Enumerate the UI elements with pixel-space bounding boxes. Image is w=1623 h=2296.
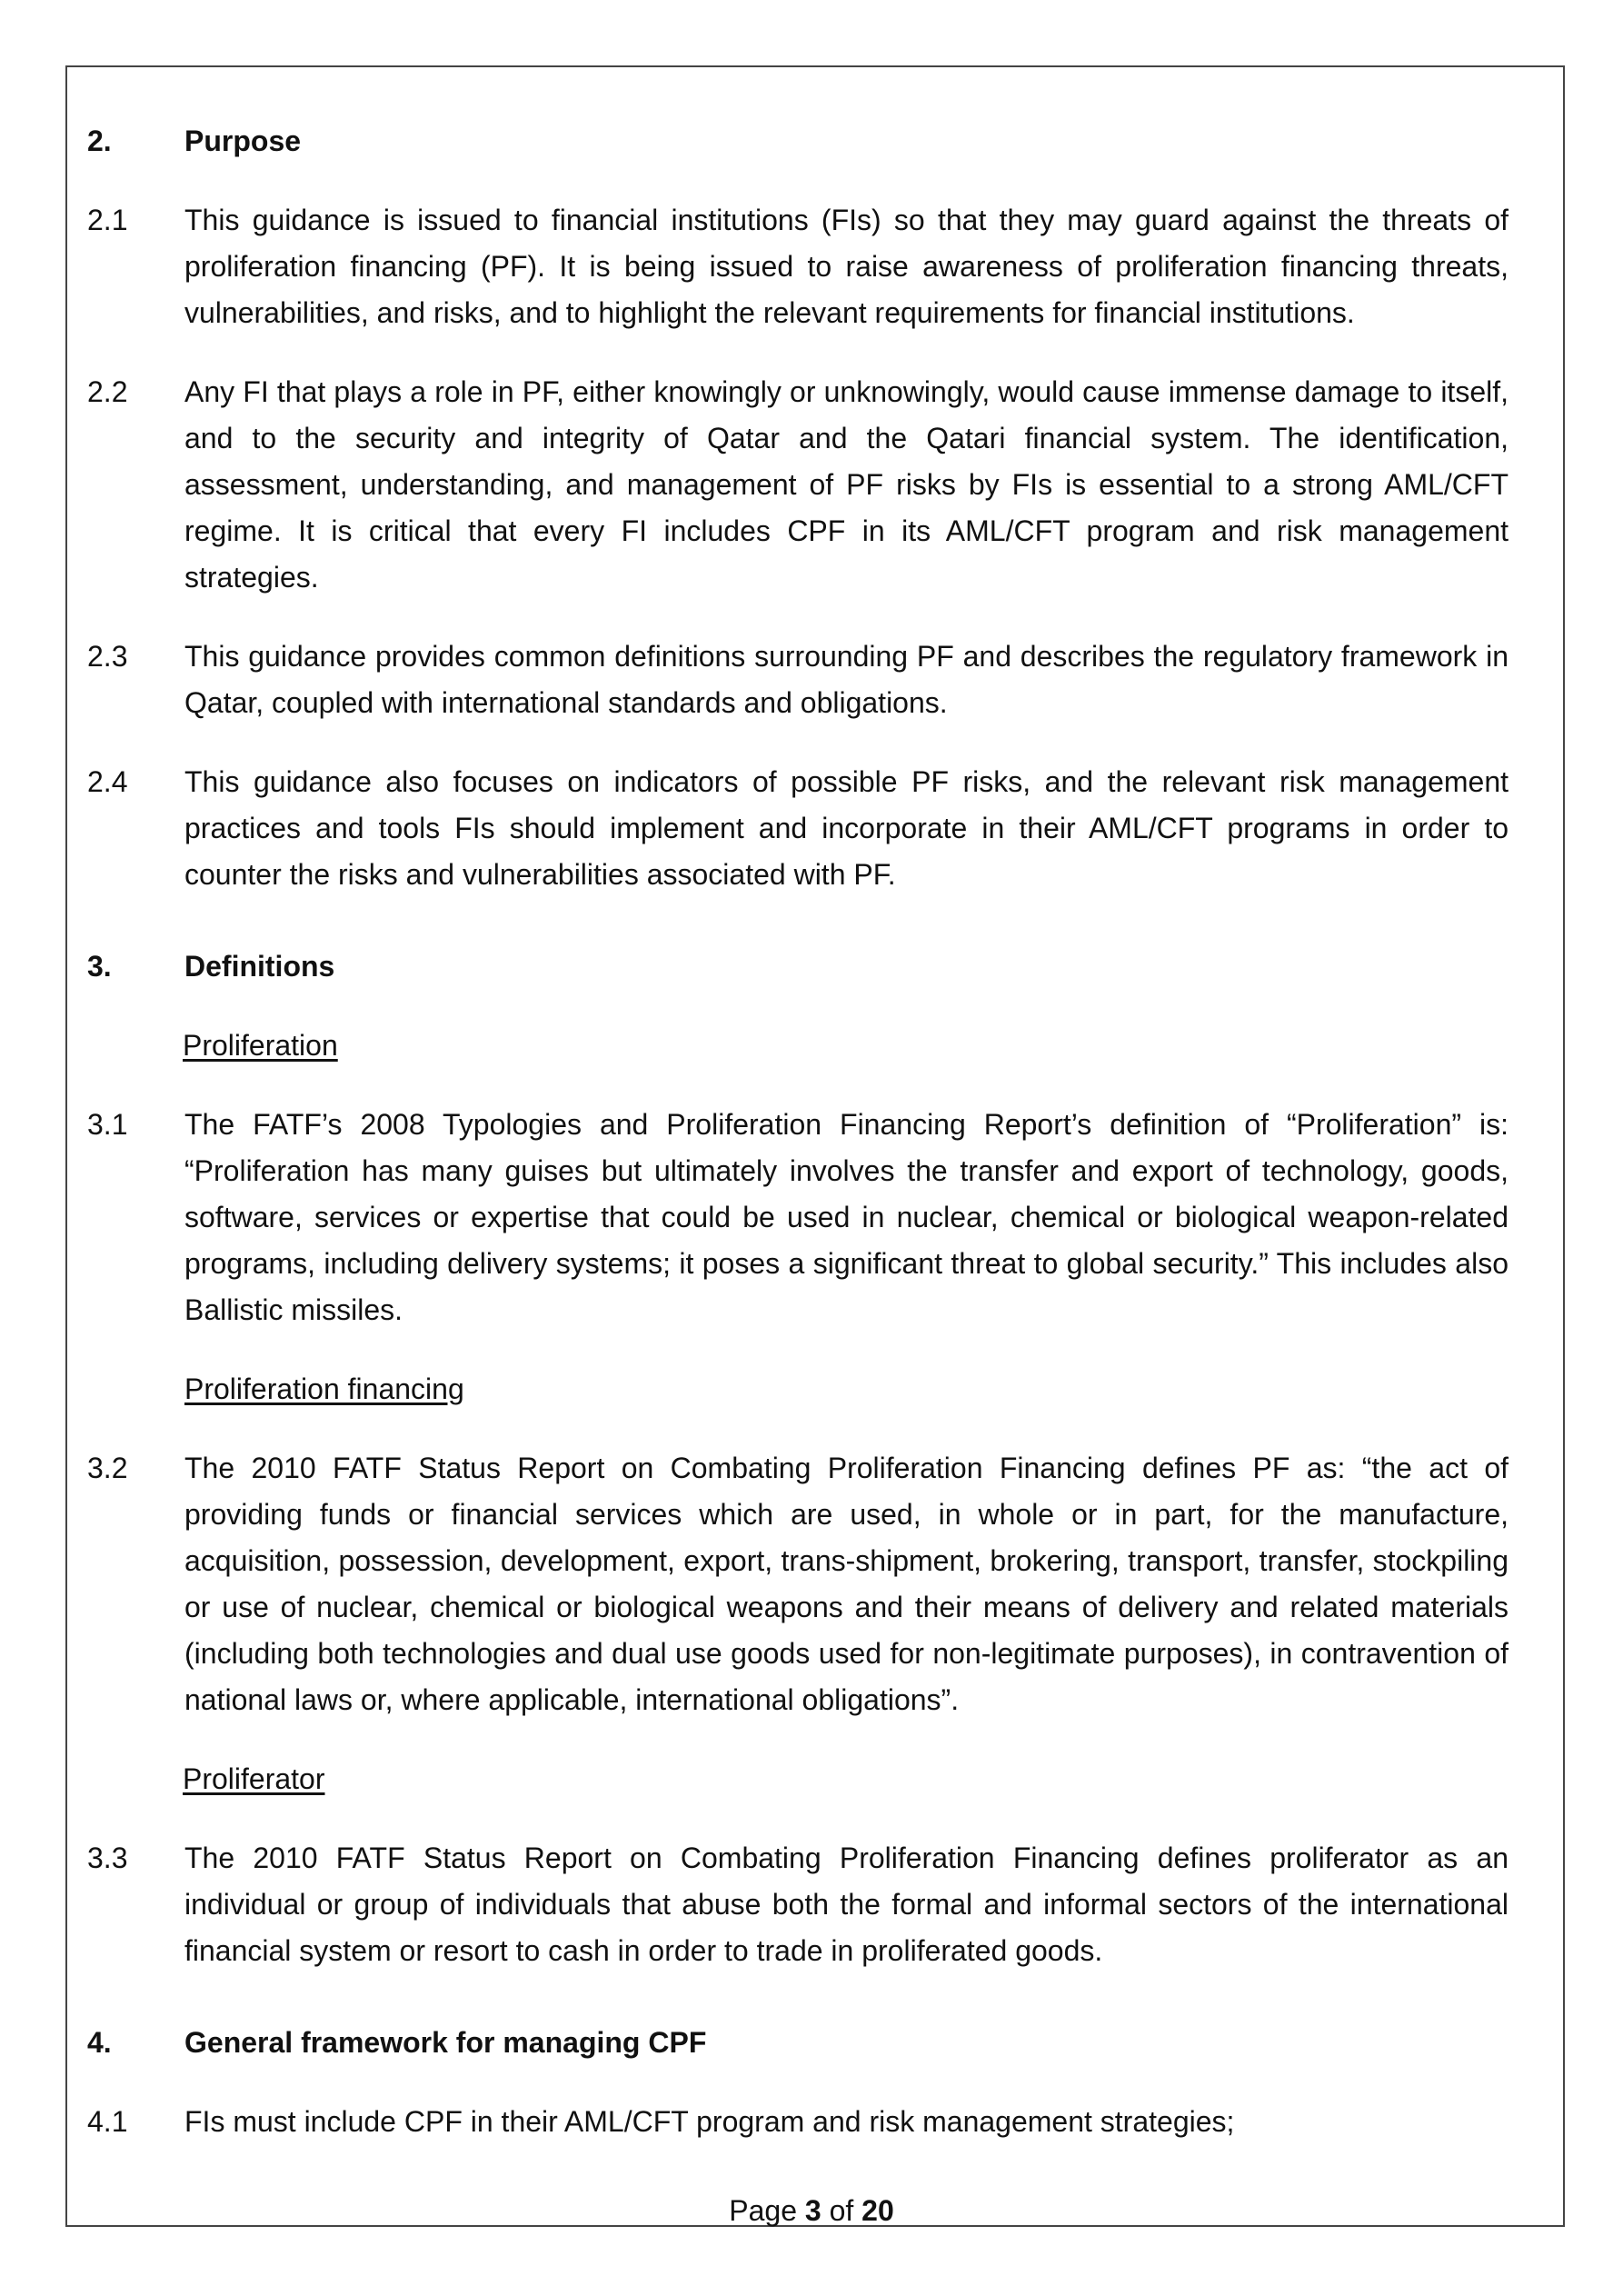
paragraph-number: 3.1 <box>87 1108 128 1141</box>
section-heading-3 <box>87 943 1508 990</box>
section-title: General framework for managing CPF <box>184 2026 707 2059</box>
section-heading-4 <box>87 2020 1508 2066</box>
paragraph-text: The 2010 FATF Status Report on Combating Proliferation Financing defines proliferator as an individual or group of individuals that abuse both the formal and informal sectors of the international financial system or resort to cash in order to trade in proliferated goods. <box>184 1842 1508 1967</box>
paragraph-text: FIs must include CPF in their AML/CFT program and risk management strategies; <box>184 2105 1235 2138</box>
paragraph-number: 3.2 <box>87 1452 128 1484</box>
section-heading-2 <box>87 118 1508 165</box>
document-body <box>87 118 1508 2145</box>
total-page-count: 20 <box>861 2194 894 2227</box>
paragraph-number: 2.4 <box>87 765 128 798</box>
section-number: 4. <box>87 2026 112 2059</box>
paragraph-number: 3.3 <box>87 1842 128 1874</box>
subheading-text: Proliferation <box>183 1029 338 1062</box>
paragraph-3-3 <box>87 1835 1508 1974</box>
paragraph-number: 2.2 <box>87 375 128 408</box>
page-of-label: of <box>829 2194 854 2227</box>
subheading-proliferator <box>87 1756 1508 1802</box>
section-number: 3. <box>87 950 112 983</box>
paragraph-text: The FATF’s 2008 Typologies and Proliferation Financing Report’s definition of “Proliferation” is: “Proliferation has many guises but ultimately involves the transfer and export of technology, goods, software, services or expertise that could be used in nuclear, chemical or biological weapon-related programs, including delivery systems; it poses a significant threat to global security.” This includes also Ballistic missiles. <box>184 1108 1508 1326</box>
paragraph-text: This guidance also focuses on indicators of possible PF risks, and the relevant risk management practices and tools FIs should implement and incorporate in their AML/CFT programs in order to counter the risks and vulnerabilities associated with PF. <box>184 765 1508 891</box>
subheading-proliferation <box>87 1023 1508 1069</box>
paragraph-3-1 <box>87 1102 1508 1333</box>
paragraph-2-2 <box>87 369 1508 601</box>
subheading-proliferation-financing <box>87 1366 1508 1413</box>
page-footer <box>0 2192 1623 2229</box>
paragraph-2-1 <box>87 197 1508 336</box>
paragraph-text: This guidance is issued to financial institutions (FIs) so that they may guard against the threats of proliferation financing (PF). It is being issued to raise awareness of proliferation financing threats, vulnerabilities, and risks, and to highlight the relevant requirements for financial institutions. <box>184 204 1508 329</box>
paragraph-text: Any FI that plays a role in PF, either knowingly or unknowingly, would cause immense damage to itself, and to the security and integrity of Qatar and the Qatari financial system. The identification, assessment, understanding, and management of PF risks by FIs is essential to a strong AML/CFT regime. It is critical that every FI includes CPF in its AML/CFT program and risk management strategies. <box>184 375 1508 594</box>
paragraph-number: 4.1 <box>87 2105 128 2138</box>
section-title: Definitions <box>184 950 335 983</box>
subheading-text: Proliferator <box>183 1762 325 1795</box>
paragraph-number: 2.3 <box>87 640 128 673</box>
paragraph-text: This guidance provides common definitions surrounding PF and describes the regulatory framework in Qatar, coupled with international standards and obligations. <box>184 640 1508 719</box>
paragraph-2-4 <box>87 759 1508 898</box>
paragraph-4-1 <box>87 2099 1508 2145</box>
paragraph-2-3 <box>87 634 1508 726</box>
current-page-number: 3 <box>804 2194 821 2227</box>
section-title: Purpose <box>184 125 302 157</box>
paragraph-text: The 2010 FATF Status Report on Combating Proliferation Financing defines PF as: “the act of providing funds or financial services which are used, in whole or in part, for the manufacture, acquisition, possession, development, export, trans-shipment, brokering, transport, transfer, stockpiling or use of nuclear, chemical or biological weapons and their means of delivery and related materials (including both technologies and dual use goods used for non-legitimate purposes), in contravention of national laws or, where applicable, international obligations”. <box>184 1452 1508 1716</box>
paragraph-3-2 <box>87 1445 1508 1723</box>
section-number: 2. <box>87 125 112 157</box>
subheading-text: Proliferation financing <box>184 1373 464 1405</box>
paragraph-number: 2.1 <box>87 204 128 236</box>
page-label: Page <box>729 2194 797 2227</box>
